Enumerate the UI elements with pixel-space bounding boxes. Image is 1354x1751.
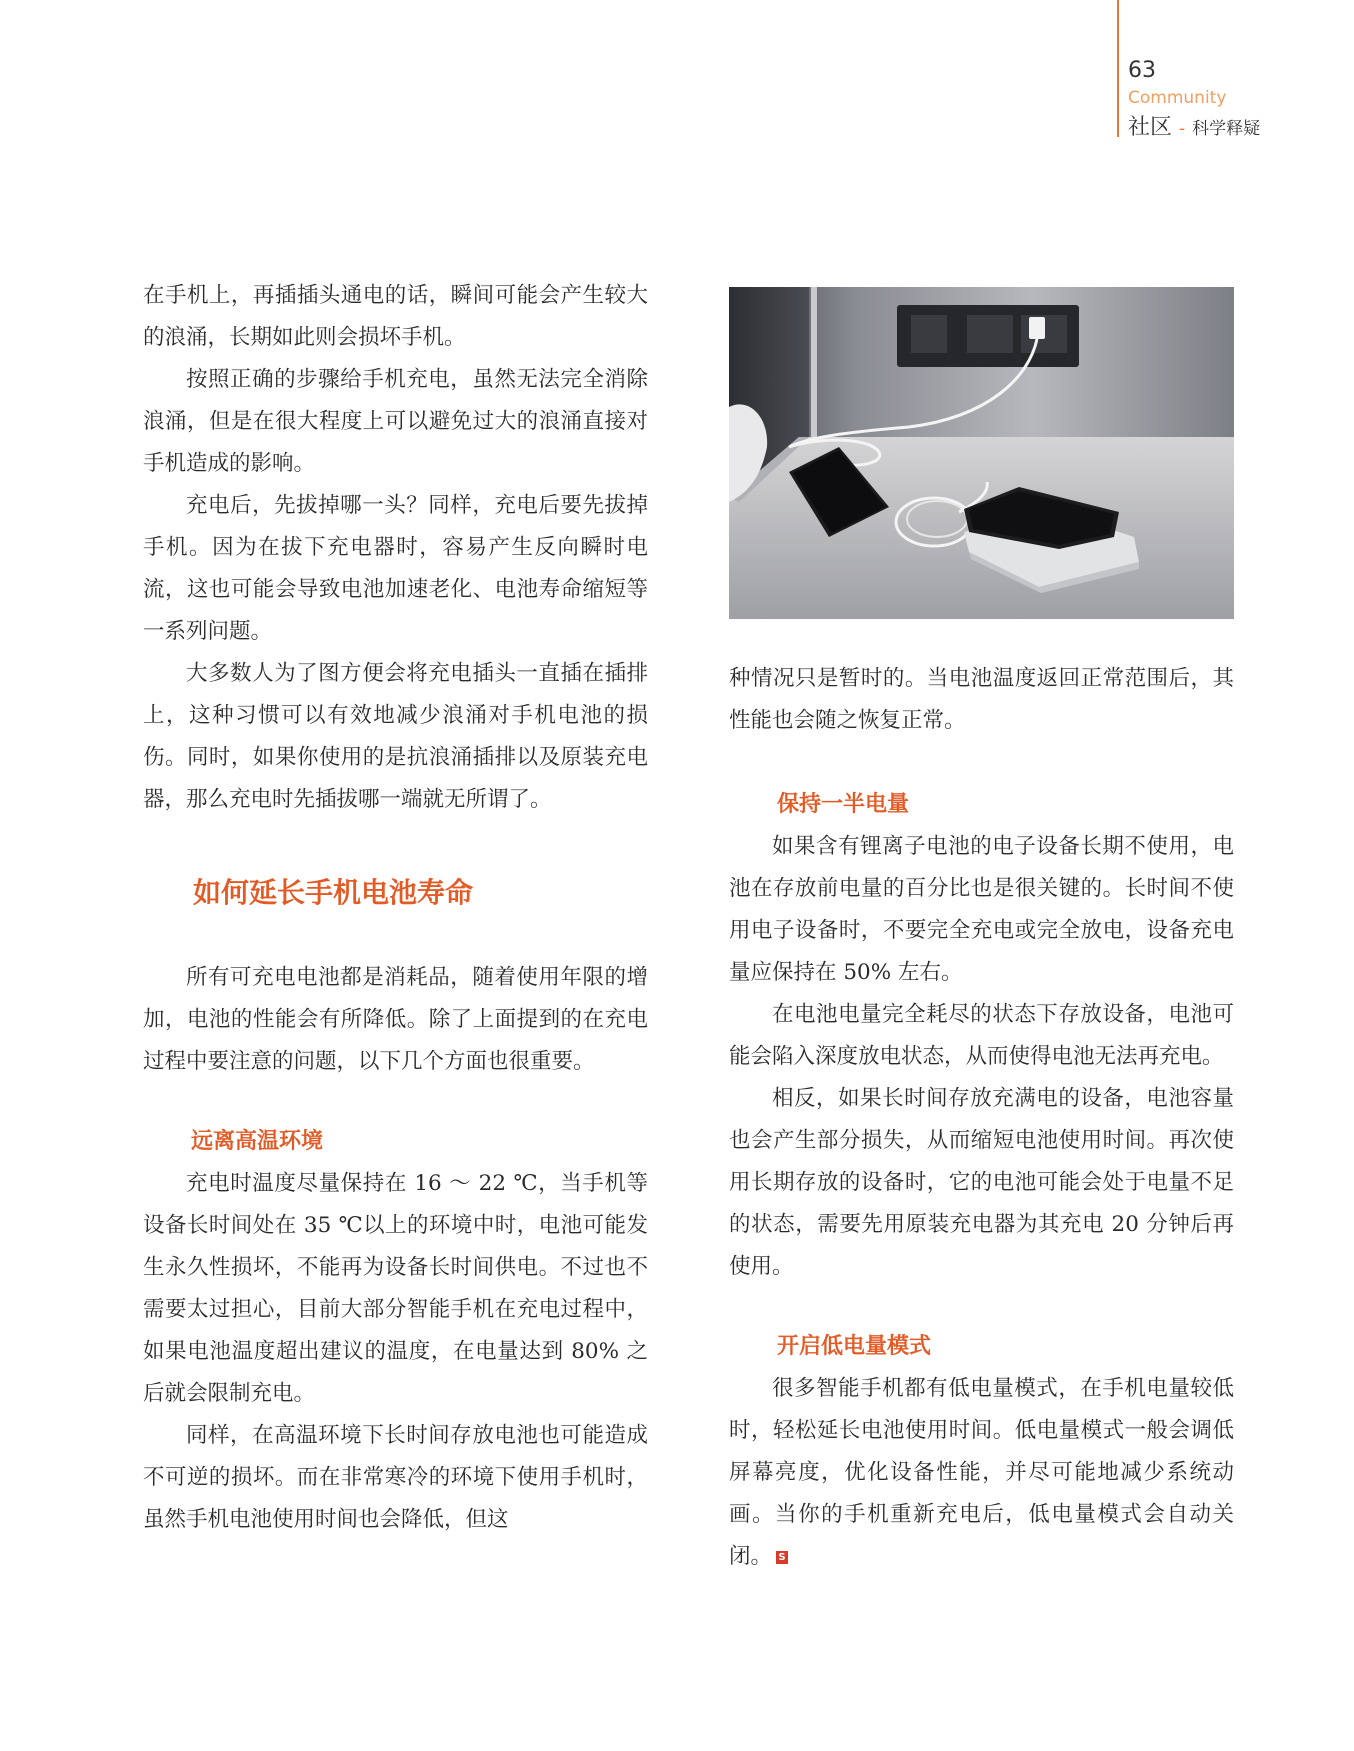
section-title	[1128, 110, 1260, 141]
subheading-half-charge: 保持一半电量	[777, 792, 910, 817]
paragraph: 如果含有锂离子电池的电子设备长期不使用，电池在存放前电量的百分比也是很关键的。长时间不使用电子设备时，不要完全充电或完全放电，设备充电量应保持在 50% 左右。	[729, 834, 1234, 985]
article-heading: 如何延长手机电池寿命	[193, 876, 474, 909]
paragraph: 充电时温度尽量保持在 16 ～ 22 ℃，当手机等设备长时间处在 35 ℃以上的环境中时，电池可能发生永久性损坏，不能再为设备长时间供电。不过也不需要太过担心，目前大部分智能手机在充电过程中，如果电池温度超出建议的温度，在电量达到 80% 之后就会限制充电。	[143, 1171, 648, 1406]
right-column	[729, 658, 1234, 1578]
subheading-high-temperature: 远离高温环境	[191, 1129, 324, 1154]
paragraph-final	[729, 1368, 1234, 1578]
section-title-cn: 社区	[1128, 115, 1173, 140]
left-column	[143, 275, 648, 1541]
phones-charging-photo	[729, 287, 1234, 619]
paragraph-text: 很多智能手机都有低电量模式，在手机电量较低时，轻松延长电池使用时间。低电量模式一般会调低屏幕亮度，优化设备性能，并尽可能地减少系统动画。当你的手机重新充电后，低电量模式会自动关闭。	[729, 1376, 1234, 1569]
section-title-en: Community	[1128, 88, 1227, 108]
paragraph: 按照正确的步骤给手机充电，虽然无法完全消除浪涌，但是在很大程度上可以避免过大的浪涌直接对手机造成的影响。	[143, 367, 648, 476]
paragraph: 充电后，先拔掉哪一头？同样，充电后要先拔掉手机。因为在拔下充电器时，容易产生反向瞬时电流，这也可能会导致电池加速老化、电池寿命缩短等一系列问题。	[143, 493, 648, 644]
section-separator: -	[1179, 119, 1186, 139]
page-number: 63	[1128, 58, 1156, 83]
paragraph: 在手机上，再插插头通电的话，瞬间可能会产生较大的浪涌，长期如此则会损坏手机。	[143, 283, 648, 350]
header-divider	[1117, 0, 1119, 137]
paragraph: 同样，在高温环境下长时间存放电池也可能造成不可逆的损坏。而在非常寒冷的环境下使用手机时，虽然手机电池使用时间也会降低，但这	[143, 1423, 648, 1532]
subheading-low-power-mode: 开启低电量模式	[777, 1334, 932, 1359]
paragraph: 种情况只是暂时的。当电池温度返回正常范围后，其性能也会随之恢复正常。	[729, 666, 1234, 733]
paragraph: 所有可充电电池都是消耗品，随着使用年限的增加，电池的性能会有所降低。除了上面提到的在充电过程中要注意的问题，以下几个方面也很重要。	[143, 965, 648, 1074]
paragraph: 相反，如果长时间存放充满电的设备，电池容量也会产生部分损失，从而缩短电池使用时间。再次使用长期存放的设备时，它的电池可能会处于电量不足的状态，需要先用原装充电器为其充电 20 分钟后再使用。	[729, 1086, 1234, 1279]
phones-charging-on-nightstand-photo	[729, 287, 1234, 619]
paragraph: 在电池电量完全耗尽的状态下存放设备，电池可能会陷入深度放电状态，从而使得电池无法再充电。	[729, 1002, 1234, 1069]
subsection-title: 科学释疑	[1192, 119, 1261, 139]
paragraph: 大多数人为了图方便会将充电插头一直插在插排上，这种习惯可以有效地减少浪涌对手机电池的损伤。同时，如果你使用的是抗浪涌插排以及原装充电器，那么充电时先插拔哪一端就无所谓了。	[143, 661, 648, 812]
end-of-article-icon: S	[776, 1551, 788, 1564]
